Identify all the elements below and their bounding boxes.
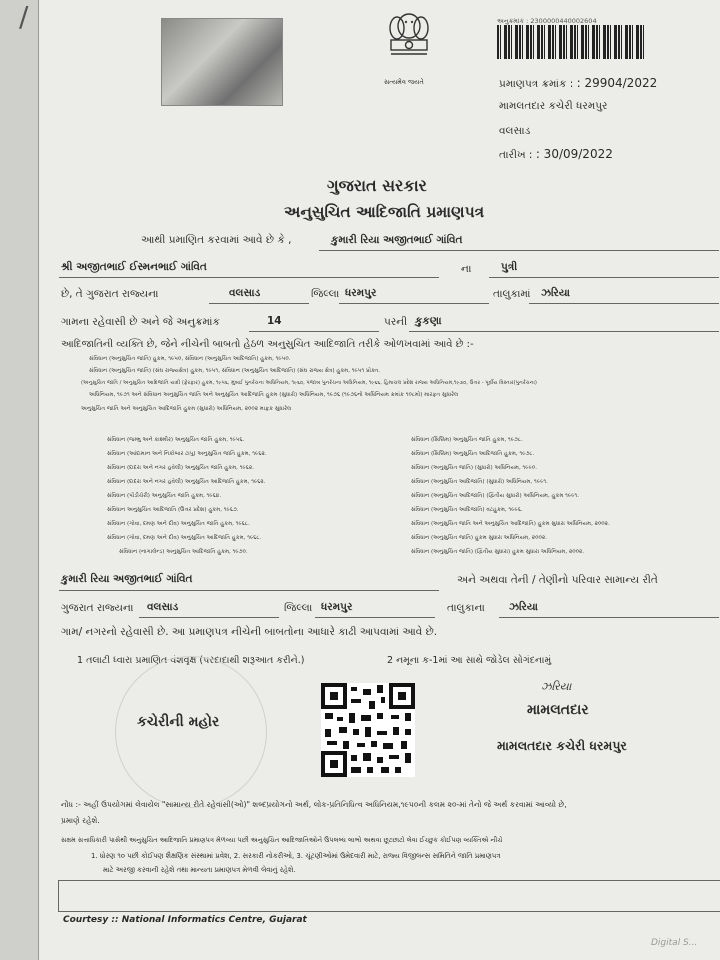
order-right-7: સંવિધાન (અનુસુચિત જાતિ અને અનુસુચિત આદિજાતિ) હુકમ સુધારા અધિનિયમ, ૨૦૦૨. bbox=[411, 521, 610, 527]
certificate-number bbox=[499, 76, 657, 91]
residence-village-line bbox=[499, 617, 719, 618]
order-right-4: સંવિધાન (અનુસુચિત આદિજાતિ) (સુધારો) અધિનિયમ, ૧૯૯૧. bbox=[411, 479, 548, 485]
note-3: 1. ધોરણ ૧૦ પછી કોઈપણ શૈક્ષણિક સંસ્થામાં પ્રવેશ, 2. સરકારી નોકરીઓ, 3. ચૂંટણીઓમાં ઉમેદવારી માટે, રાજ્ય વિજીલન્સ સમિતિને જાતિ પ્રમાણપત્ર bbox=[91, 852, 501, 860]
district-word: જિલ્લા bbox=[311, 288, 340, 300]
date-label: તારીખ : bbox=[499, 149, 533, 161]
relation: પુત્રી bbox=[501, 261, 518, 273]
order-right-3: સંવિધાન (અનુસુચિત જાતિ) (સુધારો) અધિનિયમ, ૧૯૯૦. bbox=[411, 465, 538, 471]
serial-value: 2300000440002604 bbox=[530, 17, 597, 25]
residence-district-line bbox=[139, 617, 279, 618]
family-text: અને અથવા તેની / તેણીનો પરિવાર સામાન્ય રીતે bbox=[457, 574, 658, 586]
certify-text: આથી પ્રમાણિત કરવામાં આવે છે કે , bbox=[141, 234, 292, 246]
tribe-serial-number: 14 bbox=[267, 315, 282, 327]
taluka-line bbox=[339, 303, 489, 304]
order-left-6: સંવિધાન અનુસુચિત આદિજાતિ (ઉત્તર પ્રદેશ) હુકમ, ૧૯૬૭. bbox=[107, 507, 239, 513]
office-seal-label: કચેરીની મહોર bbox=[137, 714, 220, 730]
certificate-sheet bbox=[19, 0, 720, 960]
order-left-9: સંવિધાન (નાગાલેન્ડ) અનુસુચિત આદિજાતિ હુકમ, ૧૯૭૦. bbox=[119, 549, 248, 555]
issue-date bbox=[499, 147, 613, 162]
basis-text: ગામ/ નગરનો રહેવાસી છે. આ પ્રમાણપત્ર નીચેની બાબતોના આધારે કાઢી આપવામાં આવે છે. bbox=[61, 626, 438, 638]
residence-district-word: જિલ્લા bbox=[284, 602, 313, 614]
serial-prefix: ગામના રહેવાસી છે અને જે અનુક્રમાંક bbox=[61, 316, 220, 328]
order-right-9: સંવિધાન (અનુસુચિત જાતિ) (દ્વિતીય સુધારા) હુકમ સુધારા અધિનિયમ, ૨૦૦૨. bbox=[411, 549, 585, 555]
order-left-1: સંવિધાન (જમ્મુ અને કાશ્મીર) અનુસુચિત જાતિ હુકમ, ૧૯૫૬. bbox=[107, 437, 245, 443]
order-right-5: સંવિધાન (અનુસુચિત આદિજાતિ) (દ્વિતીય સુધારો) અધિનિયમ, હુકમ ૧૯૯૧. bbox=[411, 493, 580, 499]
qr-code-icon bbox=[321, 683, 415, 777]
district-value: વલસાડ bbox=[229, 287, 261, 299]
order-left-5: સંવિધાન (પોંડીચેરી) અનુસુચિત જાતિ હુકમ, ૧૯૬૪. bbox=[107, 493, 222, 499]
residence-taluka-line bbox=[315, 617, 435, 618]
na-text: ના bbox=[461, 263, 472, 275]
village-value: ઝરિયા bbox=[541, 287, 570, 299]
residence-state: ગુજરાત રાજ્યના bbox=[61, 602, 134, 614]
relation-line bbox=[489, 277, 719, 278]
residence-taluka: ધરમપુર bbox=[321, 601, 353, 613]
state-prefix: છે, તે ગુજરાત રાજ્યના bbox=[61, 288, 159, 300]
order-left-2: સંવિધાન (આંદામાન અને નિકોબાર ટાપુ) અનુસુચિત જાતિ હુકમ, ૧૯૬૨. bbox=[107, 451, 267, 457]
taluka-suffix: તાલુકામાં bbox=[493, 288, 531, 300]
tribe-description: આદિજાતિની વ્યક્તિ છે, જેને નીચેની બાબતો હેઠળ અનુસુચિત આદિજાતિ તરીકે ઓળખવામાં આવે છે :- bbox=[61, 339, 474, 350]
father-name: શ્રી અજીતભાઈ ઈસ્મનભાઈ ગાંવિત bbox=[61, 261, 207, 273]
basis-item-2: 2 નમૂના ક-1માં આ સાથે જોડેલ સોગંદનામું bbox=[387, 655, 552, 666]
order-right-8: સંવિધાન (અનુસુચિત જાતિ) હુકમ સુધારા અધિનિયમ, ૨૦૦૨. bbox=[411, 535, 547, 541]
qr-code bbox=[321, 683, 415, 777]
government-title: ગુજરાત સરકાર bbox=[327, 176, 427, 195]
date-value: : 30/09/2022 bbox=[535, 147, 613, 161]
cert-no-value: : 29904/2022 bbox=[576, 76, 658, 90]
father-name-line bbox=[59, 277, 439, 278]
order-full-1: સંવિધાન (અનુસુચિત જાતિ) હુકમ, ૧૯૫૦, સંવિધાન (અનુસુચિત આદિજાતિ) હુકમ, ૧૯૫૦. bbox=[89, 356, 291, 362]
national-emblem-icon bbox=[379, 4, 439, 84]
officer-title: મામલતદાર bbox=[527, 702, 589, 718]
officer-office: મામલતદાર કચેરી ધરમપુર bbox=[497, 738, 627, 753]
order-full-4: અધિનિયમ, ૧૯૭૧ અને સંવિધાન અનુસુચિત જાતિ અને અનુસુચિત આદિજાતિ હુકમ (સુધારો) અધિનિયમ, ૧૯૭૬ (૧૯૭૬નો અધિનિયમ ક્રમાંક ૧૦૮મો) મારફત સુધારેલ bbox=[89, 392, 459, 398]
issuing-district: વલસાડ bbox=[499, 125, 531, 137]
note-1: નોંધ :- અહીં ઉપયોગમાં લેવાયેલ "સામાન્ય રીતે રહેવાસી(ઓ)" શબ્દપ્રયોગનો અર્થ, લોક-પ્રતિનિધિત્વ અધિનિયમ,૧૯૫૦ની કલમ ૨૦-માં તેનો જે અર્થ કરવામાં આવ્યો છે, bbox=[61, 800, 567, 809]
order-left-8: સંવિધાન (ગોવા, દમણ અને દીવ) અનુસુચિત આદિજાતિ હુકમ, ૧૯૬૮. bbox=[107, 535, 262, 541]
applicant-photo bbox=[161, 18, 283, 106]
order-left-4: સંવિધાન (દાદરા અને નગર હવેલી) અનુસુચિત આદિજાતિ હુકમ, ૧૯૬૨. bbox=[107, 479, 266, 485]
officer-signature: ઝરિયા bbox=[541, 680, 572, 693]
parni-text: પરની bbox=[384, 316, 408, 328]
issuing-office: મામલતદાર કચેરી ધરમપુર bbox=[499, 100, 608, 112]
order-right-2: સંવિધાન (સિક્કિમ) અનુસુચિત આદિજાતિ હુકમ, ૧૯૭૮. bbox=[411, 451, 535, 457]
order-full-2: સંવિધાન (અનુસુચિત જાતિ) (સંઘ રાજ્યક્ષેત્ર) હુકમ, ૧૯૫૧, સંવિધાન (અનુસુચિત આદિજાતિ) (સંઘ રાજ્ય ક્ષેત્ર) હુકમ, ૧૯૫૧ પ્રોક્ત. bbox=[89, 368, 381, 374]
order-full-3: (અનુસુચિત જાતિ / અનુસુચિત આદિજાતિ યાદી (ફેરફાર) હુકમ, ૧૯૫૬, મુંબઈ પુનર્રચના અધિનિયમ, ૧૯૬૦, પંજાબ પુનર્રચના અધિનિયમ, ૧૯૬૬, હિમાચલ પ્રદેશ રાજ્ય અધિનિયમ,૧૯૭૦, ઉત્તર - પૂર્વીય વિસ્તાર(પુનર્રચના) bbox=[81, 380, 537, 386]
residence-name: કુમારી રિયા અજીતભાઈ ગાંવિત bbox=[61, 573, 193, 585]
emblem-motto: સત્યમેવ જયતે bbox=[384, 78, 424, 86]
residence-taluka-suffix: તાલુકાના bbox=[447, 602, 485, 614]
taluka-value: ધરમપુર bbox=[345, 287, 377, 299]
order-left-7: સંવિધાન (ગોવા, દમણ અને દીવ) અનુસુચિત જાતિ હુકમ, ૧૯૬૮. bbox=[107, 521, 250, 527]
order-right-6: સંવિધાન (અનુસુચિત આદિજાતિ) વટહુકમ, ૧૯૯૬. bbox=[411, 507, 523, 513]
courtesy-text: Courtesy :: National Informatics Centre, Gujarat bbox=[63, 915, 307, 925]
village-line bbox=[529, 303, 719, 304]
digital-signature-label: Digital S... bbox=[651, 938, 698, 948]
applicant-name-line bbox=[319, 250, 719, 251]
note-1b: પ્રમાણે રહેશે. bbox=[61, 816, 100, 825]
tribe-line bbox=[409, 331, 719, 332]
page-edge-mark: / bbox=[19, 0, 29, 33]
district-line bbox=[209, 303, 309, 304]
footer-box bbox=[58, 880, 720, 912]
basis-item-1: 1 તલાટી ધ્વારા પ્રમાણિત વંશવૃક્ષ (પરદાદાથી શરૂઆત કરીને.) bbox=[77, 655, 305, 666]
order-right-1: સંવિધાન (સિક્કિમ) અનુસુચિત જાતિ હુકમ, ૧૯૭૮. bbox=[411, 437, 523, 443]
office-seal bbox=[115, 656, 267, 808]
note-2: સક્ષમ સત્તાધિકારી પાસેથી અનુસુચિત આદિજાતિ પ્રમાણપત્ર મેળવ્યા પછી અનુસુચિત આદિજાતિઓને ઉપલબ્ધ લાભો અથવા છૂટછાટો લેવા ઈચ્છુક કોઈપણ વ્યક્તિએ નીચે bbox=[61, 836, 503, 844]
order-left-3: સંવિધાન (દાદરા અને નગર હવેલી) અનુસુચિત જાતિ હુકમ, ૧૯૬૨. bbox=[107, 465, 254, 471]
tribe-serial-line bbox=[249, 331, 379, 332]
cert-no-label: પ્રમાણપત્ર ક્રમાંક : bbox=[499, 78, 574, 90]
order-full-5: અનુસુચિત જાતિ અને અનુસુચિત આદિજાતિ હુકમ (સુધારો) અધિનિયમ, ૨૦૦૨ માફક સુધારેલ bbox=[81, 406, 292, 412]
serial-label: અનુક્રમાંક : bbox=[497, 17, 529, 25]
barcode bbox=[497, 25, 647, 59]
certificate-title: અનુસુચિત આદિજાતિ પ્રમાણપત્ર bbox=[284, 203, 485, 221]
residence-district: વલસાડ bbox=[147, 601, 179, 613]
note-4: માટે અરજી કરવાની રહેશે તથા માન્યતા પ્રમાણપત્ર મેળવી લેવાનું રહેશે. bbox=[103, 866, 296, 874]
residence-village: ઝરિયા bbox=[509, 601, 538, 613]
applicant-name: કુમારી રિયા અજીતભાઈ ગાંવિત bbox=[331, 234, 463, 246]
tribe-name: કુકણા bbox=[415, 315, 442, 327]
residence-name-line bbox=[59, 590, 439, 591]
